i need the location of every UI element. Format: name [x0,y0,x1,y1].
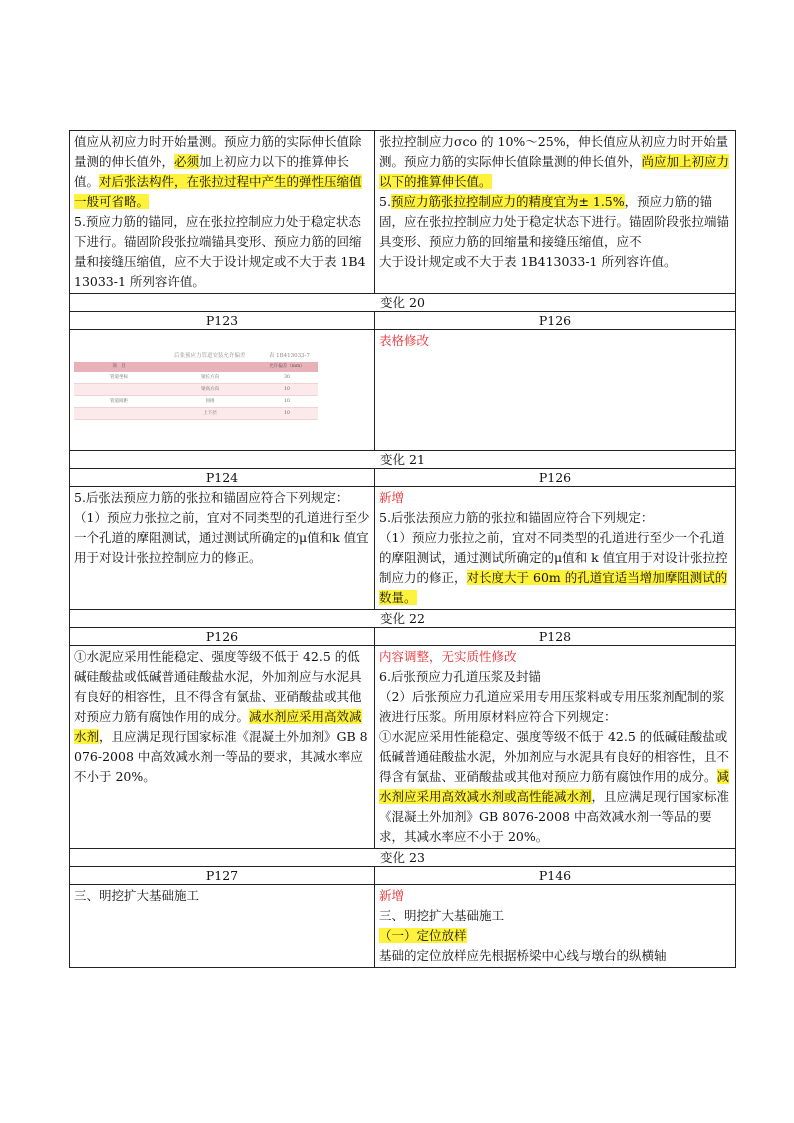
old-text-part: 值应从初应力时开始量测。预应力筋的实际伸长值除量测的伸长值外， [74,134,362,169]
old-page-ref: P123 [70,312,375,330]
change-header-row [70,610,736,628]
image-cell: 10 [284,387,290,392]
content-row [70,330,736,451]
page-ref-row [70,469,736,487]
change-note: 内容调整，无实质性修改 [379,649,517,664]
image-cell: 管道坐标 [110,375,128,380]
image-table-row [74,408,318,420]
new-text-part: 5. [379,194,391,209]
image-table-row [74,384,318,396]
page-ref-row [70,867,736,885]
old-text-part: 5.后张法预应力筋的张拉和锚固应符合下列规定： [74,490,349,505]
highlight-text: 尚应加上初应力以下的推算伸长值。 [379,154,730,189]
image-table-row [74,372,318,384]
old-page-ref: P126 [70,628,375,646]
content-row [70,646,736,849]
image-table-header [74,362,318,372]
highlight-text: 预应力筋张拉控制应力的精度宜为± 1.5% [390,194,625,209]
table-image [74,352,318,420]
comparison-page [69,130,735,968]
image-header-cell [164,362,256,372]
new-page-ref: P128 [375,628,736,646]
image-table-row [74,396,318,408]
highlight-text: 对长度大于 60m 的孔道宜适当增加摩阻测试的数量。 [379,570,728,605]
image-cell: 上下层 [203,411,217,416]
new-page-ref: P126 [375,312,736,330]
new-page-ref: P126 [375,469,736,487]
old-text-cell [70,487,375,610]
change-label: 变化 22 [70,610,736,628]
image-header-cell: 项 目 [112,364,126,369]
old-text-part: 三、明挖扩大基础施工 [74,888,200,903]
image-table-title: 后张预应力管道安装允许偏差 [174,353,246,359]
table-image-cell [70,330,375,451]
old-text-cell [70,646,375,849]
image-cell: 管道间距 [110,399,128,404]
new-text-part: ，预应力筋的锚固，应在张拉控制应力处于稳定状态下进行。锚固阶段张拉端锚具变形、预应力筋的回缩量和接缝压缩值，应不 [379,194,730,249]
change-label: 变化 21 [70,451,736,469]
image-cell [74,408,164,419]
old-text-part: 加上初应力以下的推算伸长值。 [74,154,350,189]
image-cell: 同排 [205,399,215,404]
change-note: 新增 [379,490,405,505]
change-label: 变化 23 [70,849,736,867]
highlight-text: 必须 [174,154,200,169]
old-text-part: ①水泥应采用性能稳定、强度等级不低于 42.5 的低碱硅酸盐或低碱普通硅酸盐水泥，外加剂应与水泥具有良好的相容性，且不得含有氯盐、亚硝酸盐或其他对预应力筋有腐蚀作用的成分。 [74,649,362,724]
highlight-text: 减水剂应采用高效减水剂或高性能减水剂 [379,769,730,804]
new-text-cell [375,646,736,849]
image-cell: 梁长方向 [201,375,219,380]
old-text-cell [70,885,375,968]
change-header-row [70,451,736,469]
new-text-part: （2）后张预应力孔道应采用专用压浆料或专用压浆剂配制的浆液进行压浆。所用原材料应符合下列规定： [379,689,725,724]
image-cell: 10 [284,411,290,416]
highlight-text: 减水剂应采用高效减水剂 [74,709,362,744]
change-header-row [70,294,736,312]
new-page-ref: P146 [375,867,736,885]
image-cell: 30 [284,375,290,380]
old-page-ref: P127 [70,867,375,885]
image-cell [74,384,164,395]
new-text-cell [375,131,736,294]
change-label: 变化 20 [70,294,736,312]
new-text-part: （1）预应力张拉之前，宜对不同类型的孔道进行至少一个孔道的摩阻测试，通过测试所确定的μ值和 k 值宜用于对设计张拉控制应力的修正， [379,530,728,585]
page-ref-row [70,628,736,646]
new-text-part: 基础的定位放样应先根据桥梁中心线与墩台的纵横轴 [379,948,667,963]
new-text-part: 5.后张法预应力筋的张拉和锚固应符合下列规定： [379,510,654,525]
image-cell: 10 [284,399,290,404]
new-text-part: 张拉控制应力σco 的 10%～25%，伸长值应从初应力时开始量测。预应力筋的实际伸长值除量测的伸长值外， [379,134,729,169]
content-row [70,885,736,968]
new-text-part: 三、明挖扩大基础施工 [379,908,505,923]
old-text-cell [70,131,375,294]
new-text-cell [375,487,736,610]
new-text-part: 6.后张预应力孔道压浆及封锚 [379,669,541,684]
highlight-text: （一）定位放样 [379,928,467,943]
page-ref-row [70,312,736,330]
comparison-table [69,130,736,968]
old-text-part: ，且应满足现行国家标准《混凝土外加剂》GB 8076-2008 中高效减水剂一等品的要求，其减水率应不小于 20%。 [74,729,368,784]
new-text-part: ①水泥应采用性能稳定、强度等级不低于 42.5 的低碱硅酸盐或低碱普通硅酸盐水泥，外加剂应与水泥具有良好的相容性，且不得含有氯盐、亚硝酸盐或其他对预应力筋有腐蚀作用的成分。 [379,729,730,784]
continuation-row [70,131,736,294]
new-text-cell [375,330,736,451]
change-note: 表格修改 [379,333,430,348]
change-header-row [70,849,736,867]
image-cell: 梁高方向 [201,387,219,392]
new-text-part: ，且应满足现行国家标准《混凝土外加剂》GB 8076-2008 中高效减水剂一等品的要求，其减水率应不小于 20%。 [379,789,730,844]
content-row [70,487,736,610]
old-text-part: 5.预应力筋的锚同，应在张拉控制应力处于稳定状态下进行。锚固阶段张拉端锚具变形、预应力筋的回缩量和接缝压缩值，应不大于设计规定或不大于表 1B413033-1 所列容许值。 [74,214,366,289]
new-text-part: 大于设计规定或不大于表 1B413033-1 所列容许值。 [379,254,677,269]
image-table-number: 表 1B413033-7 [268,353,310,359]
new-text-cell [375,885,736,968]
old-text-part: （1）预应力张拉之前，宜对不同类型的孔道进行至少一个孔道的摩阻测试，通过测试所确定的μ值和k 值宜用于对设计张拉控制应力的修正。 [74,510,370,565]
change-note: 新增 [379,888,405,903]
old-page-ref: P124 [70,469,375,487]
image-header-cell: 允许偏差（mm） [269,364,305,369]
highlight-text: 对后张法构件，在张拉过程中产生的弹性压缩值一般可省略。 [74,174,362,209]
